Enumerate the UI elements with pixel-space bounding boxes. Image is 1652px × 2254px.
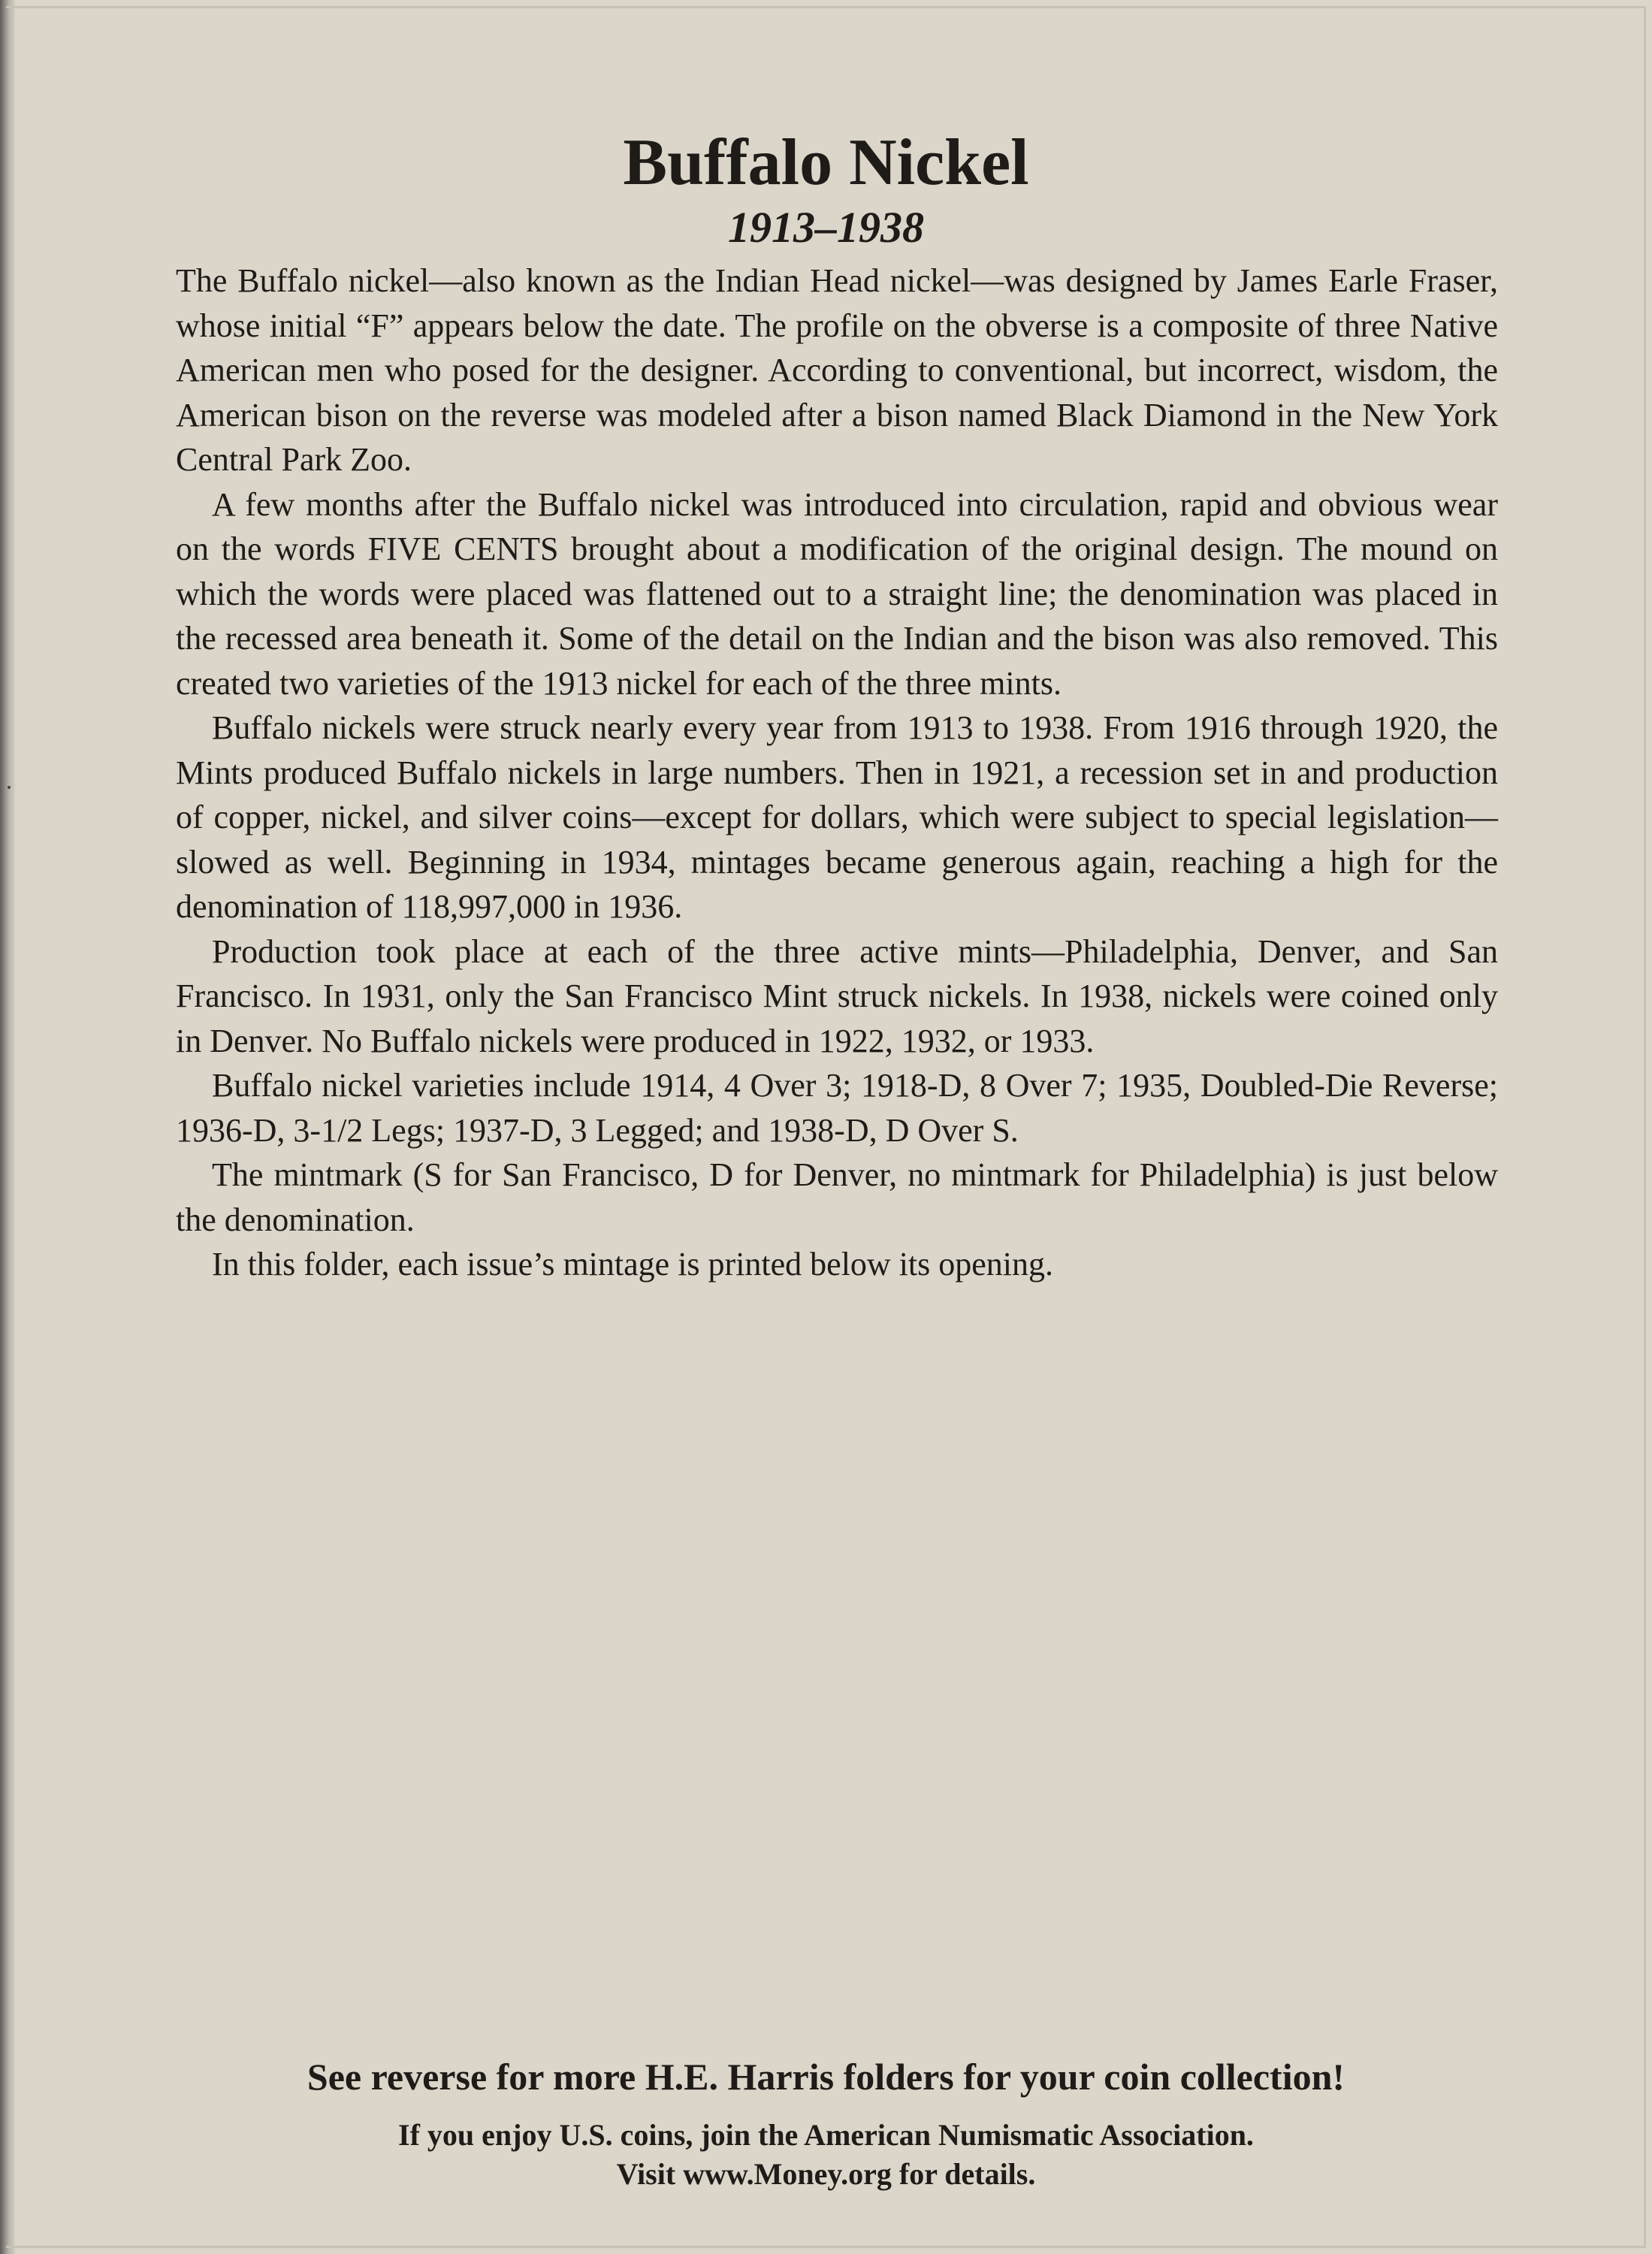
more-folders-callout: See reverse for more H.E. Harris folders for your coin collection! [307,2056,1345,2098]
ana-notice [0,2116,1652,2194]
page-title: Buffalo Nickel [623,126,1029,199]
paragraph-mints: Production took place at each of the three active mints—Philadelphia, Denver, and San Francisco. In 1931, only the San Francisco Mint struck nickels. In 1938, nickels were coined only in Denver. No Buffalo nickels were produced in 1922, 1932, or 1933. [176,932,1498,1059]
date-range-subtitle: 1913–1938 [728,203,924,252]
paragraph-design-history: The Buffalo nickel—also known as the Indian Head nickel—was designed by James Earle Fraser, whose initial “F” appears below the date. The profile on the obverse is a composite of three Native American men who posed for the designer. According to conventional, but incorrect, wisdom, the American bison on the reverse was modeled after a bison named Black Diamond in the New York Central Park Zoo. [176,262,1498,478]
paragraph-design-modification: A few months after the Buffalo nickel was introduced into circulation, rapid and obvious wear on the words FIVE CENTS brought about a modification of the original design. The mound on which the words were placed was flattened out to a straight line; the denomination was placed in the recessed area beneath it. Some of the detail on the Indian and the bison was also removed. This created two varieties of the 1913 nickel for each of the three mints. [176,485,1498,702]
paragraph-mintmark: The mintmark (S for San Francisco, D for Denver, no mintmark for Philadelphia) is just below the denomination. [176,1156,1498,1238]
paragraph-varieties: Buffalo nickel varieties include 1914, 4 Over 3; 1918-D, 8 Over 7; 1935, Doubled-Die Reverse; 1936-D, 3-1/2 Legs; 1937-D, 3 Legged; and 1938-D, D Over S. [176,1067,1498,1149]
article-body [176,258,1498,1287]
ana-join-line: If you enjoy U.S. coins, join the American Numismatic Association. [398,2118,1254,2152]
paragraph-folder-note: In this folder, each issue’s mintage is printed below its opening. [212,1246,1054,1283]
ana-website-line: Visit www.Money.org for details. [616,2157,1036,2191]
paragraph-production-years: Buffalo nickels were struck nearly every year from 1913 to 1938. From 1916 through 1920, the Mints produced Buffalo nickels in large numbers. Then in 1921, a recession set in and production of copper, nickel, and silver coins—except for dollars, which were subject to special legislation—slowed as well. Beginning in 1934, mintages became generous again, reaching a high for the denomination of 118,997,000 in 1936. [176,709,1498,925]
